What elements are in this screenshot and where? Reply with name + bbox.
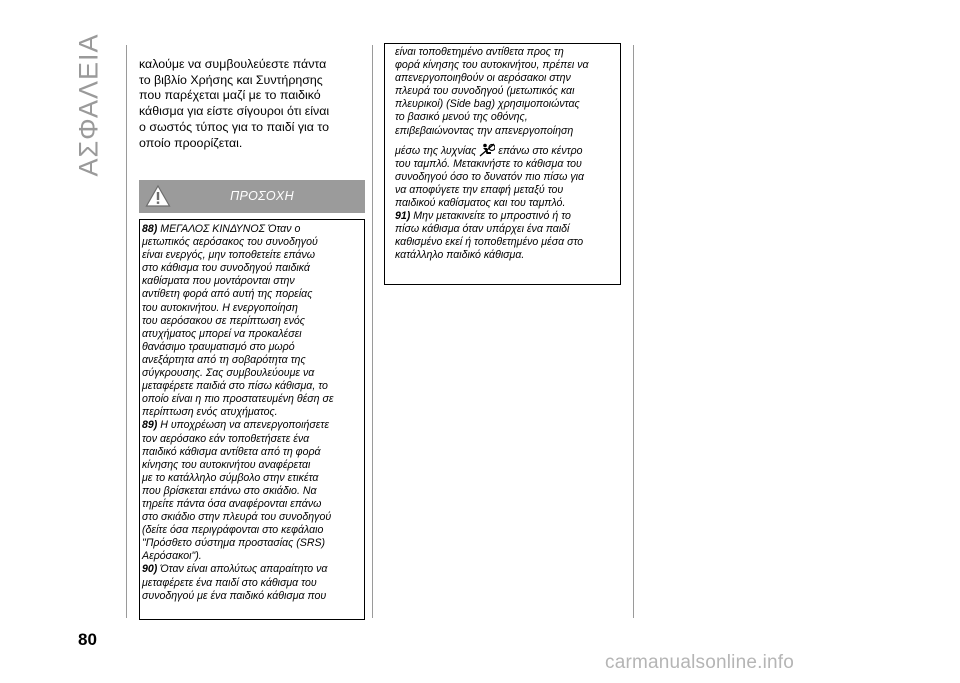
note-88-line: σύγκρουσης. Σας συμβουλεύουμε να <box>142 367 315 380</box>
warning-header <box>139 180 365 213</box>
intro-line: οποίο προορίζεται. <box>139 135 243 150</box>
note-88-line: περίπτωση ενός ατυχήματος. <box>142 406 278 419</box>
note-91-line: 91) Μην μετακινείτε το μπροστινό ή το <box>395 210 571 223</box>
note-90-line: το βασικό μενού της οθόνης, <box>395 111 528 124</box>
note-91-line: κατάλληλο παιδικό κάθισμα. <box>395 249 525 262</box>
note-88-line: μετωπικός αερόσακος του συνοδηγού <box>142 236 318 249</box>
intro-paragraph <box>139 57 364 151</box>
note-89-line: κίνησης του αυτοκινήτου αναφέρεται <box>142 458 311 471</box>
note-number: 90) <box>142 563 158 576</box>
note-number: 89) <box>142 419 158 432</box>
note-number: 88) <box>142 223 158 235</box>
column-divider-left <box>126 45 127 618</box>
airbag-off-icon <box>479 143 495 157</box>
note-90-line: πλευρά του συνοδηγού (μετωπικός και <box>395 85 575 98</box>
note-90-line: παιδικού καθίσματος και του ταμπλό. <box>395 197 566 210</box>
column-divider-middle <box>372 45 373 618</box>
note-89-line: 89) Η υποχρέωση να απενεργοποιήσετε <box>142 419 330 432</box>
note-89-line: Αερόσακοι"). <box>142 550 202 563</box>
intro-line: καλούμε να συμβουλεύεστε πάντα <box>139 57 327 71</box>
note-90-line: φορά κίνησης του αυτοκινήτου, πρέπει να <box>395 59 589 72</box>
note-89-line: παιδικό κάθισμα αντίθετα από τη φορά <box>142 445 321 458</box>
note-89-line: που βρίσκεται επάνω στο σκιάδιο. Να <box>142 484 317 497</box>
warning-text-right <box>395 46 617 263</box>
note-88-line: μεταφέρετε παιδιά στο πίσω κάθισμα, το <box>142 380 328 393</box>
intro-line: ο σωστός τύπος για το παιδί για το <box>139 119 330 134</box>
note-88-line: ανεξάρτητα από τη σοβαρότητα της <box>142 353 306 366</box>
note-90-line: του ταμπλό. Μετακινήστε το κάθισμα του <box>395 157 582 170</box>
note-88-line: οποίο είναι η πιο προστατευμένη θέση σε <box>142 393 334 406</box>
note-88-line: στο κάθισμα του συνοδηγού παιδικά <box>142 262 310 275</box>
note-88-line: του αερόσακου σε περίπτωση ενός <box>142 314 305 327</box>
section-title-text: ΑΣΦΑΛΕΙΑ <box>73 33 104 177</box>
warning-text-left <box>142 223 364 603</box>
note-90-line: συνοδηγού με ένα παιδικό κάθισμα που <box>142 589 327 602</box>
note-88-line: είναι ενεργός, μην τοποθετείτε επάνω <box>142 249 315 262</box>
note-90-line: μέσω της λυχνίας επάνω στο κέντρο <box>395 144 583 157</box>
note-90-line: 90) Όταν είναι απολύτως απαραίτητο να <box>142 563 328 576</box>
note-88-line: ατυχήματος μπορεί να προκαλέσει <box>142 327 302 340</box>
section-title-vertical <box>73 33 104 177</box>
note-89-line: τον αερόσακο εάν τοποθετήσετε ένα <box>142 432 310 445</box>
intro-line: που παρέχεται μαζί με το παιδικό <box>139 88 321 103</box>
note-91-line: καθισμένο εκεί ή τοποθετημένο μέσα στο <box>395 236 584 249</box>
note-90-line: συνοδηγού όσο το δυνατόν πιο πίσω για <box>395 170 585 183</box>
note-89-line: "Πρόσθετο σύστημα προστασίας (SRS) <box>142 537 326 550</box>
note-88-line: 88) ΜΕΓΑΛΟΣ ΚΙΝΔΥΝΟΣ Όταν ο <box>142 223 301 235</box>
watermark: carmanualsonline.info <box>605 652 795 673</box>
column-divider-right <box>633 45 634 618</box>
note-91-line: πίσω κάθισμα όταν υπάρχει ένα παιδί <box>395 223 570 236</box>
note-number: 91) <box>395 210 411 223</box>
note-88-line: καθίσματα που μοντάρονται στην <box>142 275 295 288</box>
note-88-line: αντίθετη φορά από αυτή της πορείας <box>142 288 313 301</box>
note-89-line: στο σκιάδιο στην πλευρά του συνοδηγού <box>142 511 332 524</box>
warning-box-rule <box>139 219 365 220</box>
intro-line: κάθισμα για είστε σίγουροι ότι είναι <box>139 104 330 119</box>
warning-title: ΠΡΟΣΟΧΗ <box>230 189 294 203</box>
note-88-line: του αυτοκινήτου. Η ενεργοποίηση <box>142 301 298 314</box>
note-89-line: με το κατάλληλο σύμβολο στην ετικέτα <box>142 471 319 484</box>
page-number: 80 <box>78 630 97 649</box>
note-90-line: είναι τοποθετημένο αντίθετα προς τη <box>395 46 564 58</box>
note-90-line: απενεργοποιηθούν οι αερόσακοι στην <box>395 72 571 85</box>
intro-line: το βιβλίο Χρήσης και Συντήρησης <box>139 72 323 87</box>
note-90-line: πλευρικοί) (Side bag) χρησιμοποιώντας <box>395 98 580 111</box>
note-90-line: να αποφύγετε την επαφή μεταξύ του <box>395 183 564 196</box>
note-88-line: θανάσιμο τραυματισμό στο μωρό <box>142 340 295 353</box>
note-89-line: (δείτε όσα περιγράφονται στο κεφάλαιο <box>142 524 324 537</box>
note-90-line: επιβεβαιώνοντας την απενεργοποίηση <box>395 124 574 137</box>
note-90-line: μεταφέρετε ένα παιδί στο κάθισμα του <box>142 576 317 589</box>
note-89-line: τηρείτε πάντα όσα αναφέρονται επάνω <box>142 497 322 510</box>
